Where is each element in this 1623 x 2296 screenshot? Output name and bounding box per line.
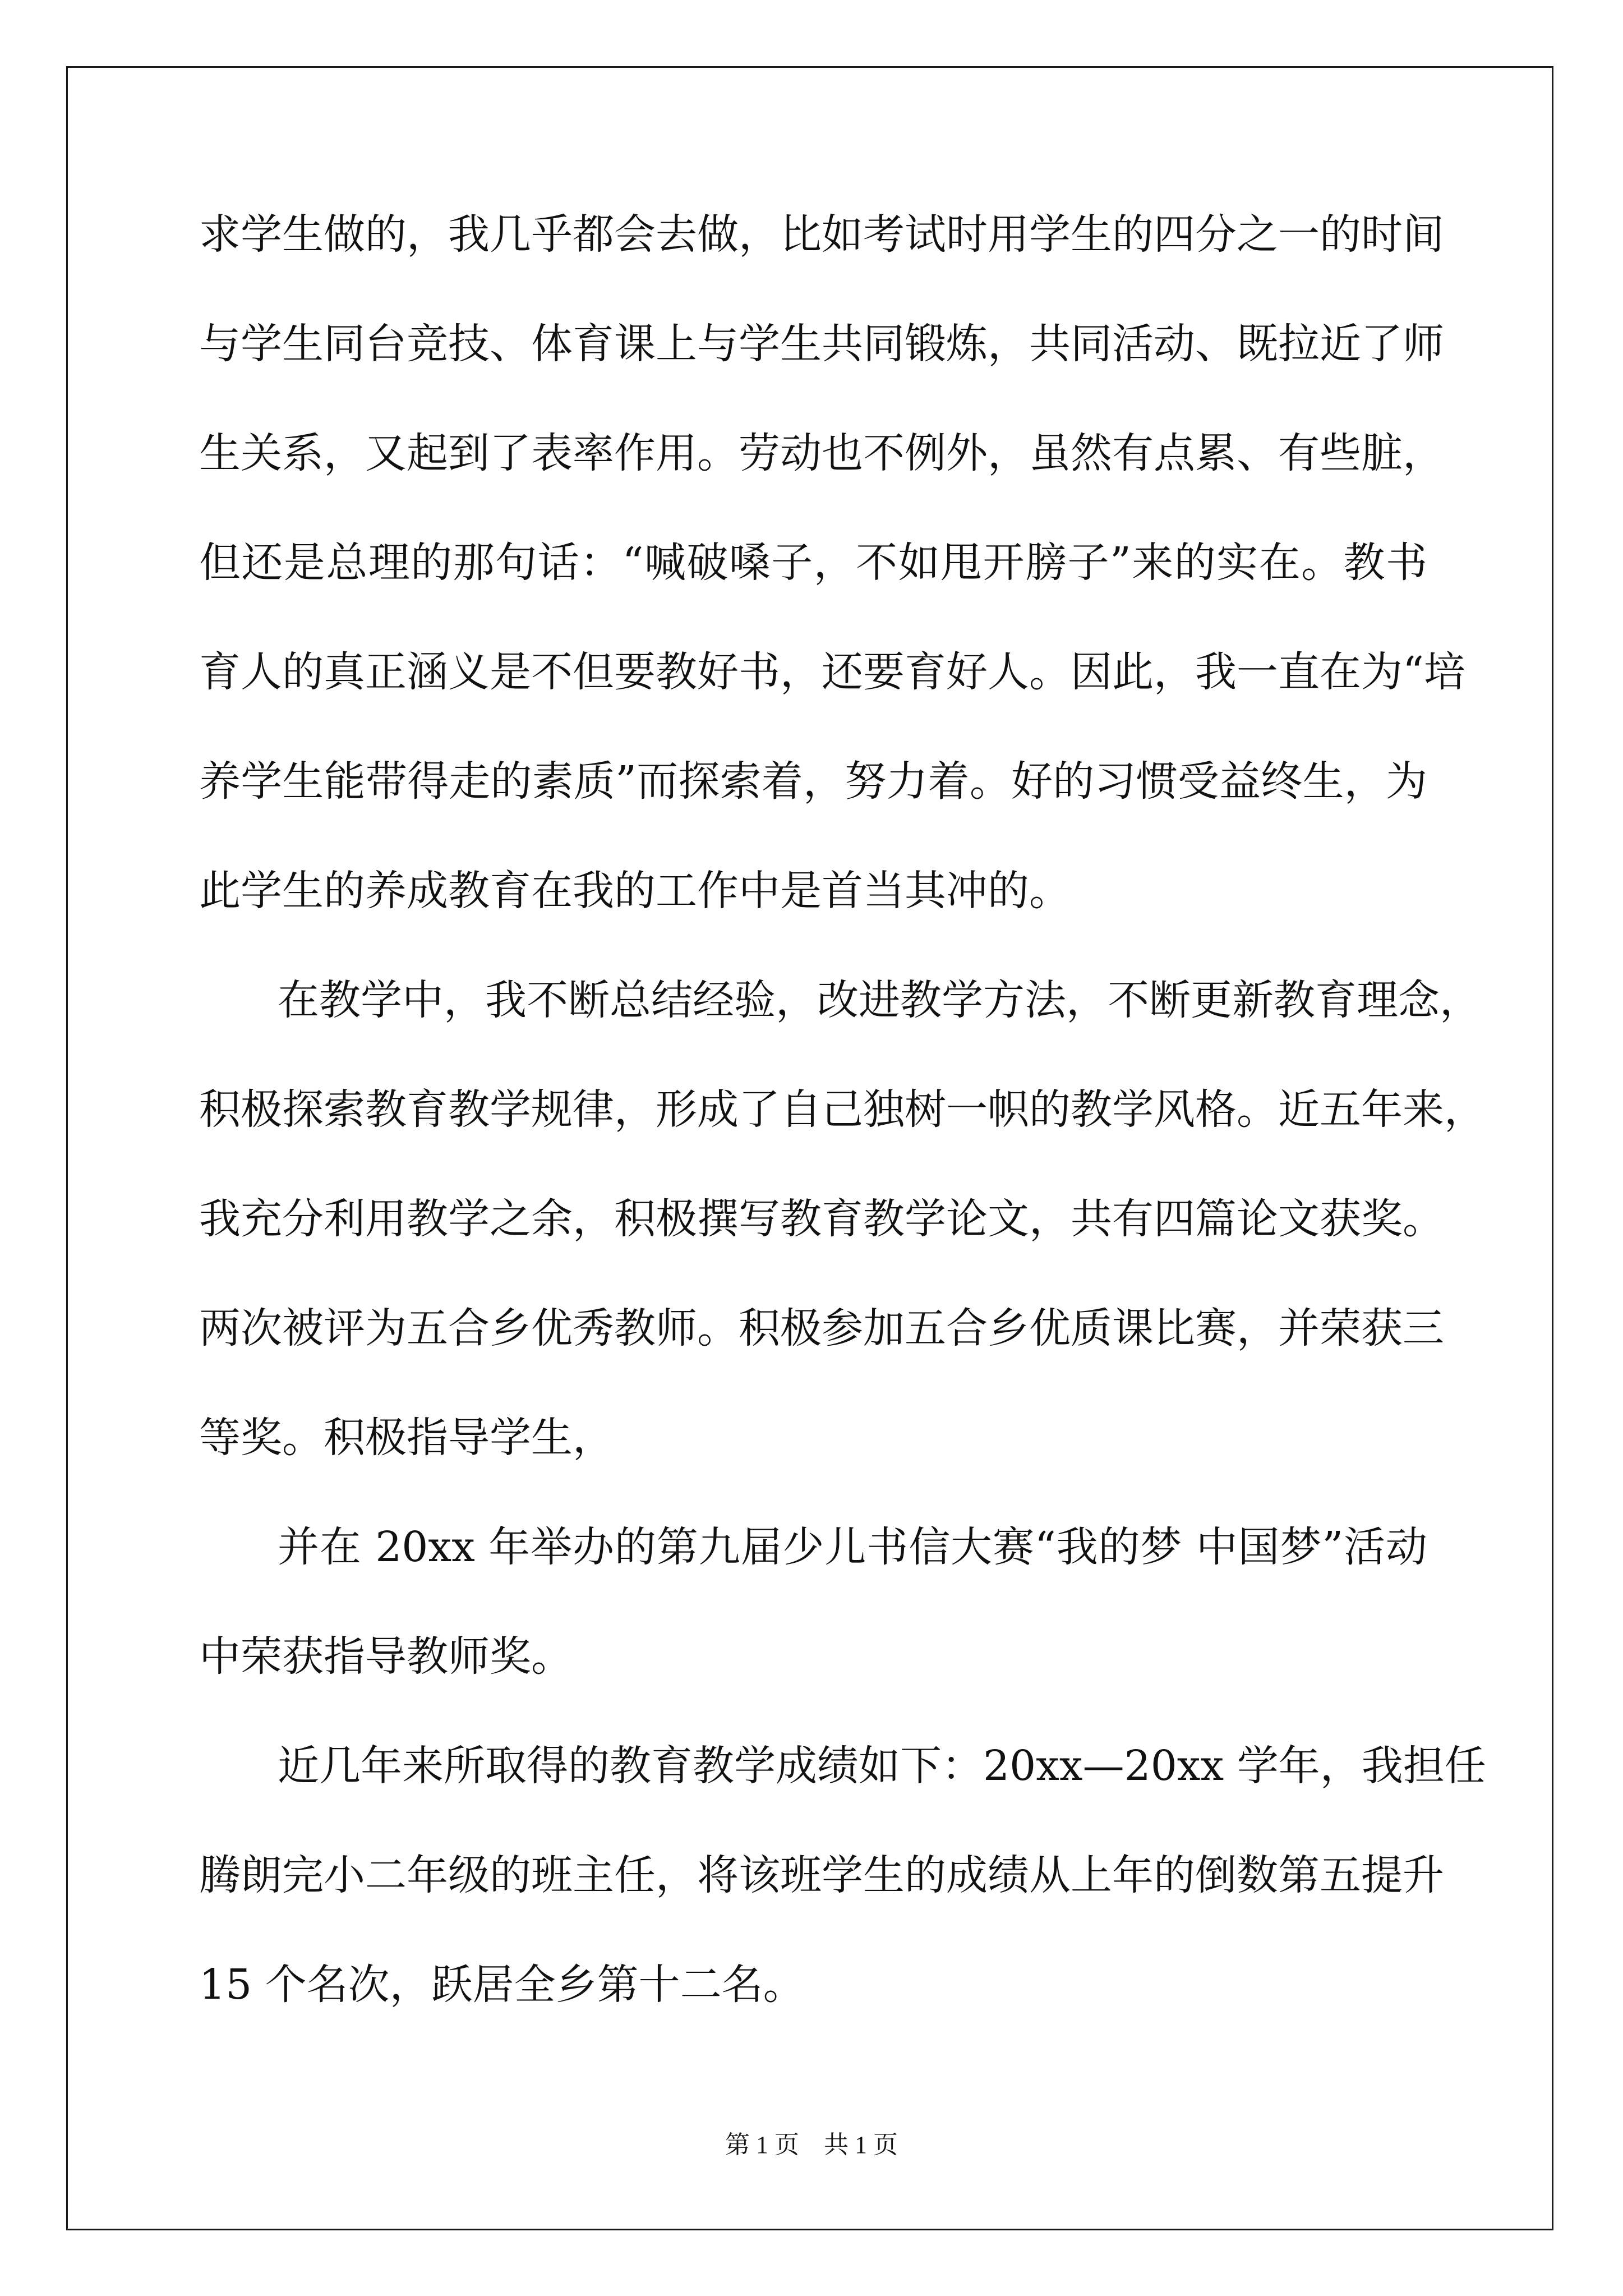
text-line: 此学生的养成教育在我的工作中是首当其冲的。 xyxy=(199,867,1071,915)
paragraph-start-line: 并在 20xx 年举办的第九届少儿书信大赛“我的梦 中国梦”活动 xyxy=(278,1523,1427,1571)
text-line: 腾朗完小二年级的班主任，将该班学生的成绩从上年的倒数第五提升 xyxy=(199,1851,1444,1899)
text-line: 中荣获指导教师奖。 xyxy=(199,1632,573,1681)
text-line: 育人的真正涵义是不但要教好书，还要育好人。因此，我一直在为“培 xyxy=(199,648,1465,696)
page-border xyxy=(66,66,1553,2230)
text-line: 养学生能带得走的素质”而探索着，努力着。好的习惯受益终生，为 xyxy=(199,757,1427,806)
text-line: 生关系，又起到了表率作用。劳动也不例外，虽然有点累、有些脏， xyxy=(199,429,1444,477)
text-line: 但还是总理的那句话：“喊破嗓子，不如甩开膀子”来的实在。教书 xyxy=(199,539,1427,587)
text-line: 积极探索教育教学规律，形成了自己独树一帜的教学风格。近五年来， xyxy=(199,1085,1486,1134)
paragraph-start-line: 在教学中，我不断总结经验，改进教学方法，不断更新教育理念， xyxy=(278,976,1481,1024)
text-line: 两次被评为五合乡优秀教师。积极参加五合乡优质课比赛，并荣获三 xyxy=(199,1304,1444,1352)
text-line: 与学生同台竞技、体育课上与学生共同锻炼，共同活动、既拉近了师 xyxy=(199,320,1444,368)
text-line: 15 个名次，跃居全乡第十二名。 xyxy=(199,1961,805,2009)
text-line: 求学生做的，我几乎都会去做，比如考试时用学生的四分之一的时间 xyxy=(199,210,1444,259)
page-number-footer: 第 1 页 共 1 页 xyxy=(725,2131,898,2159)
text-line: 我充分利用教学之余，积极撰写教育教学论文，共有四篇论文获奖。 xyxy=(199,1195,1444,1243)
paragraph-start-line: 近几年来所取得的教育教学成绩如下：20xx—20xx 学年，我担任 xyxy=(278,1742,1486,1790)
text-line: 等奖。积极指导学生， xyxy=(199,1414,614,1462)
